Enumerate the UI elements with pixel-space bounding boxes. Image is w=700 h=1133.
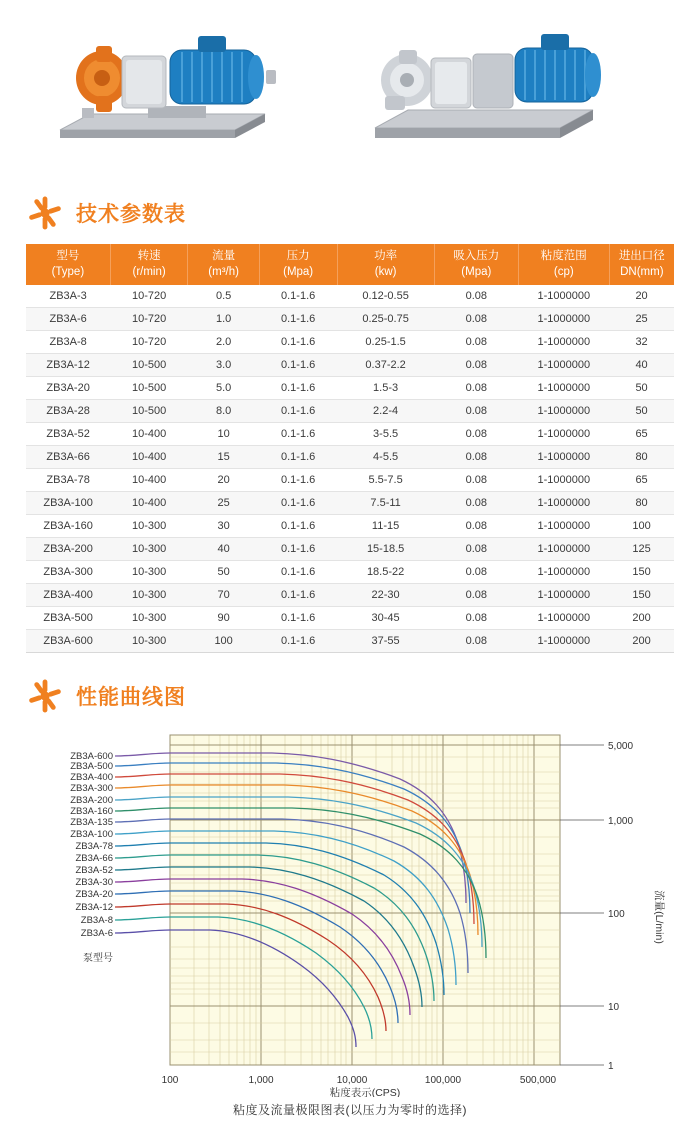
chart-y-ticks — [608, 741, 633, 1072]
cell-power: 2.2-4 — [337, 400, 434, 423]
cell-power: 1.5-3 — [337, 377, 434, 400]
cell-port: 200 — [609, 630, 674, 653]
cell-port: 50 — [609, 400, 674, 423]
cell-port: 80 — [609, 492, 674, 515]
spec-section-title: 技术参数表 — [76, 203, 186, 226]
header-suction-line2: (Mpa) — [461, 265, 492, 278]
cell-speed: 10-300 — [110, 538, 188, 561]
performance-chart — [0, 727, 700, 1118]
header-speed-line1: 转速 — [137, 250, 161, 262]
x-tick-label: 500,000 — [519, 1075, 557, 1087]
cell-power: 11-15 — [337, 515, 434, 538]
legend-label: ZB3A-8 — [80, 915, 113, 927]
x-tick-label: 10,000 — [336, 1075, 368, 1087]
cell-pressure: 0.1-1.6 — [259, 561, 337, 584]
cell-suction: 0.08 — [434, 561, 518, 584]
cell-flow: 0.5 — [188, 285, 259, 308]
legend-label: ZB3A-300 — [70, 783, 113, 795]
cell-power: 18.5-22 — [337, 561, 434, 584]
table-row — [26, 630, 674, 653]
cell-viscosity: 1-1000000 — [518, 584, 609, 607]
cell-pressure: 0.1-1.6 — [259, 331, 337, 354]
spec-table-wrap — [0, 244, 700, 653]
spec-table — [26, 244, 674, 653]
cell-suction: 0.08 — [434, 446, 518, 469]
cell-speed: 10-500 — [110, 354, 188, 377]
cell-flow: 90 — [188, 607, 259, 630]
cell-flow: 70 — [188, 584, 259, 607]
cell-viscosity: 1-1000000 — [518, 377, 609, 400]
legend-label: ZB3A-600 — [70, 751, 113, 763]
curve-section-header — [0, 679, 700, 713]
curve-section-title: 性能曲线图 — [76, 686, 186, 710]
header-power — [337, 244, 434, 285]
cell-flow: 50 — [188, 561, 259, 584]
cell-pressure: 0.1-1.6 — [259, 469, 337, 492]
cell-pressure: 0.1-1.6 — [259, 515, 337, 538]
cell-port: 20 — [609, 285, 674, 308]
header-flow-line2: (m³/h) — [208, 265, 239, 278]
header-viscosity-line2: (cp) — [553, 265, 574, 278]
legend-label: ZB3A-500 — [70, 761, 113, 773]
table-row — [26, 331, 674, 354]
legend-label: ZB3A-100 — [70, 829, 113, 841]
header-type — [26, 244, 110, 285]
chart-legend — [70, 751, 113, 964]
table-row — [26, 285, 674, 308]
cell-type: ZB3A-8 — [26, 331, 110, 354]
cell-suction: 0.08 — [434, 331, 518, 354]
cell-viscosity: 1-1000000 — [518, 469, 609, 492]
cell-viscosity: 1-1000000 — [518, 354, 609, 377]
x-tick-label: 1,000 — [248, 1075, 274, 1087]
cell-suction: 0.08 — [434, 285, 518, 308]
cell-power: 30-45 — [337, 607, 434, 630]
star-icon — [28, 196, 62, 230]
header-flow-line1: 流量 — [212, 250, 236, 262]
cell-pressure: 0.1-1.6 — [259, 377, 337, 400]
header-type-line1: 型号 — [56, 250, 80, 262]
cell-viscosity: 1-1000000 — [518, 446, 609, 469]
cell-speed: 10-400 — [110, 492, 188, 515]
cell-type: ZB3A-300 — [26, 561, 110, 584]
y-tick-label: 5,000 — [608, 741, 634, 753]
table-row — [26, 607, 674, 630]
legend-title: 泵型号 — [83, 953, 113, 965]
cell-port: 25 — [609, 308, 674, 331]
pump-illustration-left — [30, 10, 335, 170]
header-pressure-line1: 压力 — [286, 250, 310, 262]
cell-speed: 10-400 — [110, 423, 188, 446]
spec-table-head — [26, 244, 674, 285]
header-pressure-line2: (Mpa) — [283, 265, 314, 278]
cell-pressure: 0.1-1.6 — [259, 285, 337, 308]
cell-suction: 0.08 — [434, 377, 518, 400]
spec-section-header — [0, 196, 700, 230]
cell-power: 4-5.5 — [337, 446, 434, 469]
cell-power: 7.5-11 — [337, 492, 434, 515]
legend-label: ZB3A-78 — [75, 841, 113, 853]
legend-label: ZB3A-160 — [70, 806, 113, 818]
cell-flow: 3.0 — [188, 354, 259, 377]
table-row — [26, 377, 674, 400]
cell-power: 15-18.5 — [337, 538, 434, 561]
cell-port: 100 — [609, 515, 674, 538]
cell-viscosity: 1-1000000 — [518, 561, 609, 584]
chart-y-axis-title: 流量(L/min) — [653, 890, 665, 944]
cell-viscosity: 1-1000000 — [518, 285, 609, 308]
cell-suction: 0.08 — [434, 630, 518, 653]
legend-label: ZB3A-20 — [75, 889, 113, 901]
cell-power: 0.37-2.2 — [337, 354, 434, 377]
cell-viscosity: 1-1000000 — [518, 538, 609, 561]
cell-flow: 25 — [188, 492, 259, 515]
cell-speed: 10-500 — [110, 377, 188, 400]
cell-pressure: 0.1-1.6 — [259, 584, 337, 607]
table-row — [26, 515, 674, 538]
header-port-size — [609, 244, 674, 285]
chart-y-tick-marks — [560, 745, 604, 1065]
cell-pressure: 0.1-1.6 — [259, 607, 337, 630]
cell-viscosity: 1-1000000 — [518, 492, 609, 515]
cell-type: ZB3A-100 — [26, 492, 110, 515]
cell-pressure: 0.1-1.6 — [259, 308, 337, 331]
cell-power: 22-30 — [337, 584, 434, 607]
header-port-line1: 进出口径 — [618, 250, 665, 262]
table-row — [26, 354, 674, 377]
header-viscosity — [518, 244, 609, 285]
cell-speed: 10-400 — [110, 469, 188, 492]
cell-flow: 40 — [188, 538, 259, 561]
cell-type: ZB3A-200 — [26, 538, 110, 561]
cell-viscosity: 1-1000000 — [518, 630, 609, 653]
cell-type: ZB3A-6 — [26, 308, 110, 331]
header-flow — [188, 244, 259, 285]
product-photo-row — [0, 0, 700, 170]
cell-power: 0.25-1.5 — [337, 331, 434, 354]
cell-port: 80 — [609, 446, 674, 469]
y-tick-label: 100 — [608, 909, 625, 921]
cell-viscosity: 1-1000000 — [518, 331, 609, 354]
cell-port: 65 — [609, 469, 674, 492]
header-pressure — [259, 244, 337, 285]
header-port-line2: DN(mm) — [620, 265, 664, 278]
cell-suction: 0.08 — [434, 469, 518, 492]
cell-port: 32 — [609, 331, 674, 354]
cell-suction: 0.08 — [434, 538, 518, 561]
cell-power: 3-5.5 — [337, 423, 434, 446]
spec-table-body — [26, 285, 674, 653]
cell-suction: 0.08 — [434, 584, 518, 607]
header-viscosity-line1: 粘度范围 — [540, 250, 587, 262]
table-row — [26, 492, 674, 515]
header-suction-pressure — [434, 244, 518, 285]
pump-illustration-right — [345, 10, 650, 170]
header-suction-line1: 吸入压力 — [453, 250, 500, 262]
cell-suction: 0.08 — [434, 423, 518, 446]
cell-viscosity: 1-1000000 — [518, 423, 609, 446]
legend-label: ZB3A-135 — [70, 817, 113, 829]
cell-suction: 0.08 — [434, 308, 518, 331]
header-power-line2: (kw) — [374, 265, 397, 278]
cell-flow: 2.0 — [188, 331, 259, 354]
cell-flow: 20 — [188, 469, 259, 492]
cell-port: 40 — [609, 354, 674, 377]
cell-viscosity: 1-1000000 — [518, 515, 609, 538]
legend-label: ZB3A-200 — [70, 795, 113, 807]
cell-suction: 0.08 — [434, 515, 518, 538]
cell-port: 150 — [609, 561, 674, 584]
pump-photo-right — [345, 10, 650, 170]
cell-port: 65 — [609, 423, 674, 446]
cell-speed: 10-720 — [110, 308, 188, 331]
cell-speed: 10-300 — [110, 630, 188, 653]
legend-label: ZB3A-400 — [70, 772, 113, 784]
cell-speed: 10-720 — [110, 285, 188, 308]
table-row — [26, 561, 674, 584]
cell-flow: 30 — [188, 515, 259, 538]
legend-label: ZB3A-6 — [80, 928, 113, 940]
cell-speed: 10-300 — [110, 607, 188, 630]
cell-pressure: 0.1-1.6 — [259, 423, 337, 446]
chart-caption: 粘度及流量极限图表(以压力为零时的选择) — [233, 1103, 467, 1118]
header-power-line1: 功率 — [374, 250, 398, 262]
cell-type: ZB3A-3 — [26, 285, 110, 308]
cell-port: 150 — [609, 584, 674, 607]
cell-pressure: 0.1-1.6 — [259, 630, 337, 653]
table-row — [26, 446, 674, 469]
table-row — [26, 469, 674, 492]
cell-flow: 1.0 — [188, 308, 259, 331]
cell-flow: 100 — [188, 630, 259, 653]
legend-label: ZB3A-52 — [75, 865, 113, 877]
legend-label: ZB3A-66 — [75, 853, 113, 865]
y-tick-label: 10 — [608, 1002, 620, 1014]
cell-speed: 10-500 — [110, 400, 188, 423]
table-row — [26, 584, 674, 607]
table-row — [26, 400, 674, 423]
cell-flow: 5.0 — [188, 377, 259, 400]
header-type-line2: (Type) — [51, 265, 85, 278]
cell-type: ZB3A-20 — [26, 377, 110, 400]
cell-viscosity: 1-1000000 — [518, 607, 609, 630]
table-row — [26, 423, 674, 446]
cell-suction: 0.08 — [434, 607, 518, 630]
cell-power: 0.12-0.55 — [337, 285, 434, 308]
x-tick-label: 100 — [161, 1075, 179, 1087]
cell-viscosity: 1-1000000 — [518, 400, 609, 423]
cell-flow: 10 — [188, 423, 259, 446]
cell-pressure: 0.1-1.6 — [259, 400, 337, 423]
cell-type: ZB3A-78 — [26, 469, 110, 492]
y-tick-label: 1,000 — [608, 816, 634, 828]
cell-speed: 10-300 — [110, 561, 188, 584]
chart-x-axis-title: 粘度表示(CPS) — [329, 1087, 401, 1098]
cell-flow: 15 — [188, 446, 259, 469]
cell-viscosity: 1-1000000 — [518, 308, 609, 331]
cell-pressure: 0.1-1.6 — [259, 354, 337, 377]
legend-label: ZB3A-12 — [75, 902, 113, 914]
cell-flow: 8.0 — [188, 400, 259, 423]
performance-curve-svg — [20, 727, 680, 1097]
cell-speed: 10-300 — [110, 515, 188, 538]
legend-label: ZB3A-30 — [75, 877, 113, 889]
cell-power: 0.25-0.75 — [337, 308, 434, 331]
cell-port: 125 — [609, 538, 674, 561]
cell-port: 50 — [609, 377, 674, 400]
cell-type: ZB3A-400 — [26, 584, 110, 607]
cell-speed: 10-720 — [110, 331, 188, 354]
table-header-row — [26, 244, 674, 285]
cell-pressure: 0.1-1.6 — [259, 446, 337, 469]
x-tick-label: 100,000 — [424, 1075, 462, 1087]
cell-suction: 0.08 — [434, 400, 518, 423]
header-speed — [110, 244, 188, 285]
cell-type: ZB3A-12 — [26, 354, 110, 377]
table-row — [26, 538, 674, 561]
header-speed-line2: (r/min) — [132, 265, 166, 278]
pump-photo-left — [30, 10, 335, 170]
cell-suction: 0.08 — [434, 354, 518, 377]
cell-power: 5.5-7.5 — [337, 469, 434, 492]
cell-type: ZB3A-52 — [26, 423, 110, 446]
cell-port: 200 — [609, 607, 674, 630]
table-row — [26, 308, 674, 331]
y-tick-label: 1 — [608, 1061, 614, 1073]
cell-speed: 10-300 — [110, 584, 188, 607]
chart-x-ticks — [162, 1075, 557, 1086]
cell-pressure: 0.1-1.6 — [259, 492, 337, 515]
cell-power: 37-55 — [337, 630, 434, 653]
star-icon — [28, 679, 62, 713]
cell-suction: 0.08 — [434, 492, 518, 515]
cell-type: ZB3A-66 — [26, 446, 110, 469]
cell-type: ZB3A-500 — [26, 607, 110, 630]
cell-pressure: 0.1-1.6 — [259, 538, 337, 561]
cell-speed: 10-400 — [110, 446, 188, 469]
cell-type: ZB3A-28 — [26, 400, 110, 423]
cell-type: ZB3A-160 — [26, 515, 110, 538]
cell-type: ZB3A-600 — [26, 630, 110, 653]
